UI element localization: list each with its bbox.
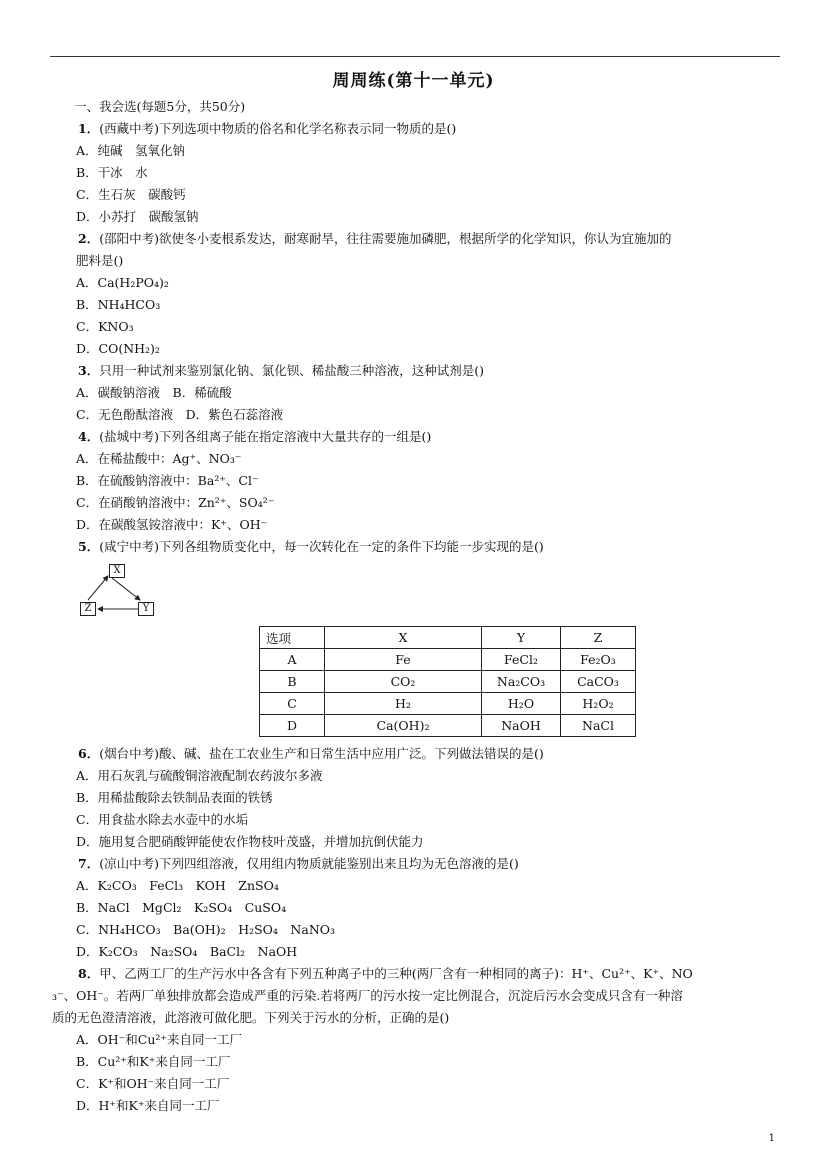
- question-number: 7．: [78, 856, 100, 871]
- options-table: [259, 626, 636, 737]
- table-header-cell: X: [325, 627, 482, 649]
- table-header-cell: 选项: [260, 627, 325, 649]
- option: C．生石灰 碳酸钙: [76, 187, 186, 202]
- option: D．H⁺和K⁺来自同一工厂: [76, 1098, 220, 1113]
- table-row: [260, 693, 636, 715]
- question-8: [78, 963, 780, 985]
- section-heading: 一、我会选(每题5分，共50分): [74, 99, 246, 114]
- question-text: (邵阳中考)欲使冬小麦根系发达，耐寒耐旱，往往需要施加磷肥，根据所学的化学知识，你认为宜施加的: [99, 231, 672, 246]
- table-cell: Ca(OH)₂: [325, 715, 482, 737]
- table-cell: CO₂: [325, 671, 482, 693]
- table-cell: B: [260, 671, 325, 693]
- option: C．在硝酸钠溶液中：Zn²⁺、SO₄²⁻: [76, 495, 275, 510]
- option: C．KNO₃: [76, 319, 134, 334]
- question-text: (盐城中考)下列各组离子能在指定溶液中大量共存的一组是(): [99, 429, 432, 444]
- question-number: 2．: [78, 231, 100, 246]
- table-cell: H₂O₂: [561, 693, 636, 715]
- option: A．纯碱 氢氧化钠: [76, 143, 186, 158]
- question-text: (烟台中考)酸、碱、盐在工农业生产和日常生活中应用广泛。下列做法错误的是(): [99, 746, 544, 761]
- question-6: [78, 743, 780, 765]
- option: B．NaCl MgCl₂ K₂SO₄ CuSO₄: [76, 900, 287, 915]
- arrow-z-to-x: [88, 576, 108, 600]
- question-text-cont: 质的无色澄清溶液，此溶液可做化肥。下列关于污水的分析，正确的是(): [52, 1010, 450, 1025]
- arrow-x-to-y: [112, 578, 140, 600]
- option: B．在硫酸钠溶液中：Ba²⁺、Cl⁻: [76, 473, 259, 488]
- question-number: 5．: [78, 539, 100, 554]
- worksheet-body: [52, 96, 780, 1117]
- table-row: [260, 715, 636, 737]
- question-text-cont: ₃⁻、OH⁻。若两厂单独排放都会造成严重的污染.若将两厂的污水按一定比例混合，沉淀后污水会变成只含有一种溶: [52, 988, 683, 1003]
- question-text: 甲、乙两工厂的生产污水中各含有下列五种离子中的三种(两厂含有一种相同的离子)：H⁺、Cu²⁺、K⁺、NO: [99, 966, 693, 981]
- option: A．OH⁻和Cu²⁺来自同一工厂: [76, 1032, 242, 1047]
- table-header-cell: Y: [482, 627, 561, 649]
- question-7: [78, 853, 780, 875]
- node-x: X: [109, 564, 125, 578]
- option: C．NH₄HCO₃ Ba(OH)₂ H₂SO₄ NaNO₃: [76, 922, 336, 937]
- page-title: 周周练(第十一单元): [332, 71, 495, 91]
- node-z: Z: [80, 602, 96, 616]
- question-text: 只用一种试剂来鉴别氯化钠、氯化钡、稀盐酸三种溶液，这种试剂是(): [99, 363, 484, 378]
- conversion-diagram: [78, 562, 168, 620]
- header-rule: [50, 56, 780, 57]
- option: C．无色酚酞溶液 D．紫色石蕊溶液: [76, 407, 284, 422]
- question-text: (凉山中考)下列四组溶液，仅用组内物质就能鉴别出来且均为无色溶液的是(): [99, 856, 519, 871]
- question-1: [78, 118, 780, 140]
- table-cell: A: [260, 649, 325, 671]
- table-cell: H₂O: [482, 693, 561, 715]
- table-header-row: [260, 627, 636, 649]
- table-cell: Na₂CO₃: [482, 671, 561, 693]
- question-number: 4．: [78, 429, 100, 444]
- table-cell: NaCl: [561, 715, 636, 737]
- table-row: [260, 649, 636, 671]
- option: D．小苏打 碳酸氢钠: [76, 209, 199, 224]
- option: B．干冰 水: [76, 165, 148, 180]
- table-cell: C: [260, 693, 325, 715]
- table-cell: H₂: [325, 693, 482, 715]
- option: A．用石灰乳与硫酸铜溶液配制农药波尔多液: [76, 768, 323, 783]
- table-row: [260, 671, 636, 693]
- question-number: 1．: [78, 121, 100, 136]
- table-header-cell: Z: [561, 627, 636, 649]
- question-number: 6．: [78, 746, 100, 761]
- option: A．Ca(H₂PO₄)₂: [76, 275, 169, 290]
- option: B．NH₄HCO₃: [76, 297, 161, 312]
- table-cell: CaCO₃: [561, 671, 636, 693]
- question-4: [78, 426, 780, 448]
- question-3: [78, 360, 780, 382]
- question-5: [78, 536, 780, 558]
- option: B．Cu²⁺和K⁺来自同一工厂: [76, 1054, 231, 1069]
- option: C．K⁺和OH⁻来自同一工厂: [76, 1076, 230, 1091]
- question-2: [78, 228, 780, 250]
- node-y: Y: [138, 602, 154, 616]
- question-number: 3．: [78, 363, 100, 378]
- option: C．用食盐水除去水壶中的水垢: [76, 812, 249, 827]
- option: D．K₂CO₃ Na₂SO₄ BaCl₂ NaOH: [76, 944, 298, 959]
- question-text: (咸宁中考)下列各组物质变化中，每一次转化在一定的条件下均能一步实现的是(): [99, 539, 544, 554]
- option: A．在稀盐酸中：Ag⁺、NO₃⁻: [76, 451, 242, 466]
- option: A．碳酸钠溶液 B．稀硫酸: [76, 385, 232, 400]
- question-number: 8．: [78, 966, 100, 981]
- question-text: (西藏中考)下列选项中物质的俗名和化学名称表示同一物质的是(): [99, 121, 457, 136]
- option: A．K₂CO₃ FeCl₃ KOH ZnSO₄: [76, 878, 279, 893]
- question-text-cont: 肥料是(): [76, 253, 124, 268]
- table-cell: FeCl₂: [482, 649, 561, 671]
- option: B．用稀盐酸除去铁制品表面的铁锈: [76, 790, 273, 805]
- option: D．CO(NH₂)₂: [76, 341, 160, 356]
- table-cell: Fe: [325, 649, 482, 671]
- table-cell: NaOH: [482, 715, 561, 737]
- table-cell: D: [260, 715, 325, 737]
- option: D．施用复合肥硝酸钾能使农作物枝叶茂盛，并增加抗倒伏能力: [76, 834, 424, 849]
- table-cell: Fe₂O₃: [561, 649, 636, 671]
- page-number: 1: [768, 1133, 775, 1144]
- option: D．在碳酸氢铵溶液中：K⁺、OH⁻: [76, 517, 268, 532]
